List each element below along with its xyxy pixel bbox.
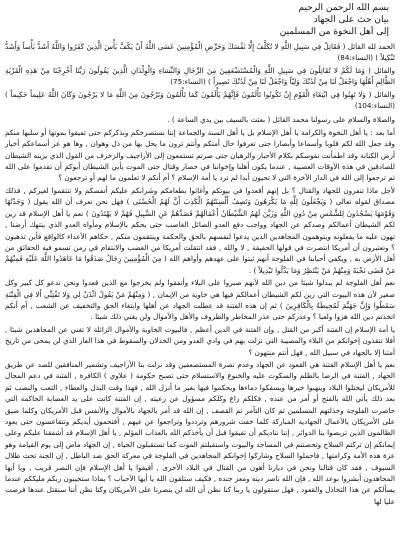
basmala: بسم الله الرحمن الرحيم	[298, 3, 389, 13]
paragraph: والقائل ( وَمَا لَكُمْ لا تُقَاتِلُونَ فِي سَبِيلِ اللَّهِ وَالْمُسْتَضْعَفِينَ مِنَ الرِّجَالِ وَالنِّسَاءِ وَالْوِلْدَانِ الَّذِينَ يَقُولُونَ رَبَّنَا أَخْرِجْنَا مِنْ هَذِهِ الْقَرْيَةِ الظَّالِمِ أَهْلُهَا وَاجْعَلْ لَنَا مِنْ لَدُنْكَ وَلِيّاً وَاجْعَلْ لَنَا مِنْ لَدُنْكَ نَصِيراً ) (النساء:75)	[5, 65, 395, 87]
document-title: بيان حث على الجهاد	[313, 15, 389, 25]
paragraph: نعم يا أهل الإسلام الفتنة هي القعود عن الجهاد وعدم نصرة المستضعفين وقد نزلت بنا الأراجيف وتشمير المنافقين للصد عن طريق الجهاد , الفتنة في الرضا بالظلم والسكوت عليه والخنوع والاستسلام حتى تصبح حكومة ( علاوي ) الكافرة , الفتنة في دعم المجال للأمريكان ليحتلوا البلاد وينهبوا خيرها ويسفكوا دماءها ويحكموا فيها بغير ما أنزل الله , فهذا وقت البذل والعطاء , التعب والنصب ثم بعد ذلك يأتي الله بالفتح أو أمر من عنده , فكلكم راع وكلكم مسؤول عن رعيته , إن الفتنة كانت على يد العصابة الحاكمة التي حاصرت الفلوجة وخذلتهم المسلمين ثم كان التآمر ثم القصف , إن الله قد أمر بالجهاد بالأموال والأنفس قبل الأمريكان وكلما ضيق على الأمريكان بالأعمال الجهادية المباركة كلما خفت شرورهم وترددوا وتراجعوا عن غيهم , أفتحمون أيديكم وتتقاعسون حتى يعود الظالمون الذين تربصوا بنا الدوائر , إننا نناديكم أن تفيقوا قبل أن يأخذكم الله بالعذاب المؤلم , يا أهل الإسلام قد أشفقنا عليكم وعلى إيمانكم إن تركتم السلاح وتحصنتم في المساجد والبيوت واستقبلتم الموت كما تستقبلون الحياة , إن الجهاد ماض إلى يوم القيامة وهو عزة هذه الأمة وكرامتها , فاحملوا السلاح وشاركوا إخوانكم المجاهدين في الفلوجة في معركة الحق ضد الباطل , إن الجنة تحت ظلال السيوف , فقد كان قتالنا ونحن في ديارنا أهون من القتال في البلاد الأخرى , أفيقوا يا أهل الإسلام فإن النصر قريب , ويا أيها المجاهدون أبشروا بوعد الله , فإن الله ناصر دينه ومعز جنده , فكيف ستلقون الله يا أيها الأحباب ؟ بماذا ستجيبون ربكم مليككم عندما يسألكم عن هذا التخاذل والقعود , فهل ستقولون يا ربنا كنا نظن أن الله لن ينصرنا على الأمريكان وكنا نظن أننا سنقتل عندها فرصت عليا لها	[5, 359, 395, 506]
paragraph: الحمد لله القائل ( فَقَاتِلْ فِي سَبِيلِ اللَّهِ لا تُكَلَّفُ إِلَّا نَفْسَكَ وَحَرِّضِ الْمُؤْمِنِينَ عَسَى اللَّهُ أَنْ يَكُفَّ بَأْسَ الَّذِينَ كَفَرُوا وَاللَّهُ أَشَدُّ بَأْساً وَأَشَدُّ تَنْكِيلاً ) (النساء:84)	[5, 42, 395, 63]
document-subtitle: إلى أهل النخوة من المسلمين	[279, 27, 389, 37]
paragraph: أما بعد : يا أهل النخوة والكرامة يا أهل الإسلام بل يا أهل السنة والجماعة إننا نستصرخكم ونذكركم حتى تفيقوا بموتها أو سلبها منكم وقد جعل الله لكم قلوبا وأسماعا وأبصارا حتى تعرفوا حال أمتكم وأنتم ترون ما يحل بها من ذل وهوان , وها هو عز أسماعكم أخبار أرض الكنانة وقد اطمأنت نفوسكم بكلام الأحبار والرهبان حتى صرتم تستمعون إلى الأراجيف والزخرف من القول الذي يزينه الشيطان للصادقين في هذه الأوقات العصيبة , عندما يكون أهلنا وإخواننا في حصار وقتال حتى الموت بأبي الشيطان أبوكم أن تقدموا على الله ثم ترجعوا إلى الله في الدار الآخرة التي لا تحيون أبدا لم ترد يا أمة الإسلام ؟ أم أنكم لا تعلمون ما لهم أو ترجعون ؟	[5, 127, 395, 183]
paragraph: يا أمة الإسلام إن الفتنة أكبر من القتل , وإن الفتنة في الدين أعظم , فالبيوت الخاوية والأموال الزائلة لا تغني عن المجاهدين شيئا , أفلا تنقذون إخوانكم من البلاء والمصيبة التي نزلت بهم في وادي العدو ومن الخذلان والسقوط في هذا العار الذي لن يمحى من تاريخ أمتنا إلا بالجهاد في سبيل الله , فهل أنتم منتهون ؟	[5, 324, 395, 357]
document-body	[5, 41, 395, 507]
paragraph: نعم أهل الفلوجة لم يبدلوا شيئا من دين الله لأنهم صبروا على البلاء وأنفقوا ولم يخرجوا مع الذين قعدوا ونحن ندعو كل كبير وكل صغير لأن هذه البيوت التي زين لكم الشيطان أعمالكم فيها هي خاوية من الإيمان , ( وَمِنْهُمْ مَنْ يَقُولُ ائْذَنْ لِي وَلا تَفْتِنِّي أَلا فِي الْفِتْنَةِ سَقَطُوا وَإِنَّ جَهَنَّمَ لَمُحِيطَةٌ بِالْكَافِرِينَ ) ثم إن هذه الفتنة قد عطلت الجهاد عن أهلها وابتغاء الحق والتخفيف عن الشعب , أم أنكم اتخذتم دين الله هزوا ولعبا ؟ وعذركم حتى عذر المخاطر والظروف والأهل والأموال ولن يغني ذلك شيئا .	[5, 278, 395, 322]
paragraph: والصلاة والسلام على رسولنا محمد القائل ( بعثت بالسيف بين يدي الساعة ) .	[167, 115, 395, 125]
paragraph: لأجل ماذا تنفرون للجهاد والقتال ؟ بل إنهم أقعدوا في بيوتكم وأغاثوا بطعامكم وشرابكم عليكم أنفسكم ولا تنتقموا لغيركم , فذلك مصداق لقوله تعالى ( وَيَجْعَلُونَ لِلَّهِ مَا يَكْرَهُونَ وَتَصِفُ أَلْسِنَتُهُمُ الْكَذِبَ أَنَّ لَهُمُ الْحُسْنَى ) فهل نحن نعرف أن الله يقول ( وَجَدْتُهَا وَقَوْمَهَا يَسْجُدُونَ لِلشَّمْسِ مِنْ دُونِ اللَّهِ وَزَيَّنَ لَهُمُ الشَّيْطَانُ أَعْمَالَهُمْ فَصَدَّهُمْ عَنِ السَّبِيلِ فَهُمْ لا يَهْتَدُونَ ) نعم يا أهل الإسلام قد زين لكم الشيطان أعمالكم وصدكم عن الجهاد وواجب دفع العدو الصائل الغاصب حتى يحكم بالإسلام ومأواه العدو الذي ينتهك أرضنا , تهون عليه ما يفعلونه ويتوهمون المجاهدين الذين يدعوا لنفسهم بالحق والحكمة وينتقمون منكم , حكاهم الأعداء كالواقع فأين تذهبون ؟ وتعتبرون أن أمريكا انتصرت في قولها الحقيقة , لا والله , فقد انتقلت أمريكا من الغضب والانتقام في زمن تسمو فيه الحقائق من أهل الأرض به , ويكفي أحبابنا في الفلوجة أنهم ثبتوا على عهدهم وأواهم الله ( مِنَ الْمُؤْمِنِينَ رِجَالٌ صَدَقُوا مَا عَاهَدُوا اللَّهَ عَلَيْهِ فَمِنْهُمْ مَنْ قَضَى نَحْبَهُ وَمِنْهُمْ مَنْ يَنْتَظِرُ وَمَا بَدَّلُوا تَبْدِيلاً ) .	[5, 185, 395, 275]
paragraph: والقائل ( وَلا تَهِنُوا فِي ابْتِغَاءِ الْقَوْمِ إِنْ تَكُونُوا تَأْلَمُونَ فَإِنَّهُمْ يَأْلَمُونَ كَمَا تَأْلَمُونَ وَتَرْجُونَ مِنَ اللَّهِ مَا لا يَرْجُونَ وَكَانَ اللَّهُ عَلِيماً حَكِيماً ) (النساء:104)	[5, 89, 395, 111]
